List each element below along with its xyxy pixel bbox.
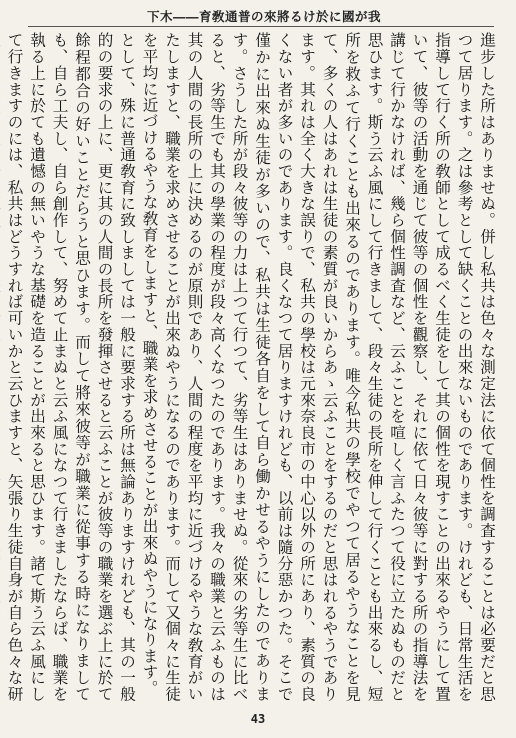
paragraph-2: として、殊に普通敎育に致しましては一般に要求する所は無論ありますけれども、其の一般的の要求の上に、更に其の人間の長所を發揮させると云ふことが彼等の職業を選ぶ上に於て餘程都合の好いことだらうと思ひます。而して將來彼等が職業に從事する時になりましても、自ら工夫し、自ら創作して、努めて止まぬと云ふ風になつて行きましたならば、職業を執る上に於ても遺憾の無いやうな基礎を造ることが出來ると思ひます。諸て斯う云ふ風にして行きますのには、私共はどうすれば可いかと云ひますと、矢張り生徒自身が自ら色々な研 [5, 32, 136, 702]
body-text [5, 32, 498, 702]
running-title: 我が國に於ける將來の普通敎育――木下 [146, 9, 381, 24]
page-number: 43 [250, 712, 266, 726]
paragraph-1: 進步した所はありませぬ。併し私共は色々な測定法に依て個性を調査することは必要だと思つて居ります。之は參考として缺くことの出來ないものであります。けれども、日常生活を指導して行く所の敎師として成るべく生徒をして其の個性を現すことの出來るやうにして置いて、彼等の活動を通じて彼等の個性を觀察し、それに依て日々彼等に對する所の指導法を講じて行かなければ、幾ら個性調査など、云ふことを喧しく言ふたつて役に立たぬものだと思ひます。斯う云ふ風にして行きまして、段々生徒の長所を伸して行くことも出來るし、短所を救ふて行くことも出來るのであります。唯今私共の學校でやつて居るやうなことを見て、多くの人はあれは生徒の素質が良いからあゝ云ふことをするのだと思はれるやうであります。其れは全く大きな誤りで、私共の學校は元來奈良市の中心以外の所にあり、素質の良くない者が多いのであります。良くなつて居りますけれども、以前は隨分惡かつた。そこで僅かに出來ぬ生徒が多いので、私共は生徒各自をして自ら働かせるやうにしたのであります。さうした所が段々彼等の力は上つて行つて、劣等生はありませぬ。從來の劣等生に比べると、劣等生でも其の學業の程度が段々高くなつたのであります。我々の職業と云ふものは其の人間の長所の上に決めるのが原則であり、人間の程度を平均に近づけるやうな敎育がいたしますと、職業を求めさせることが出來ぬやうになるのであります。而して又個々に生徒を平均に近づけるやうな敎育をしますと、職業を求めさせることが出來ぬやうになります。 [140, 32, 496, 702]
header-rule [28, 26, 494, 27]
